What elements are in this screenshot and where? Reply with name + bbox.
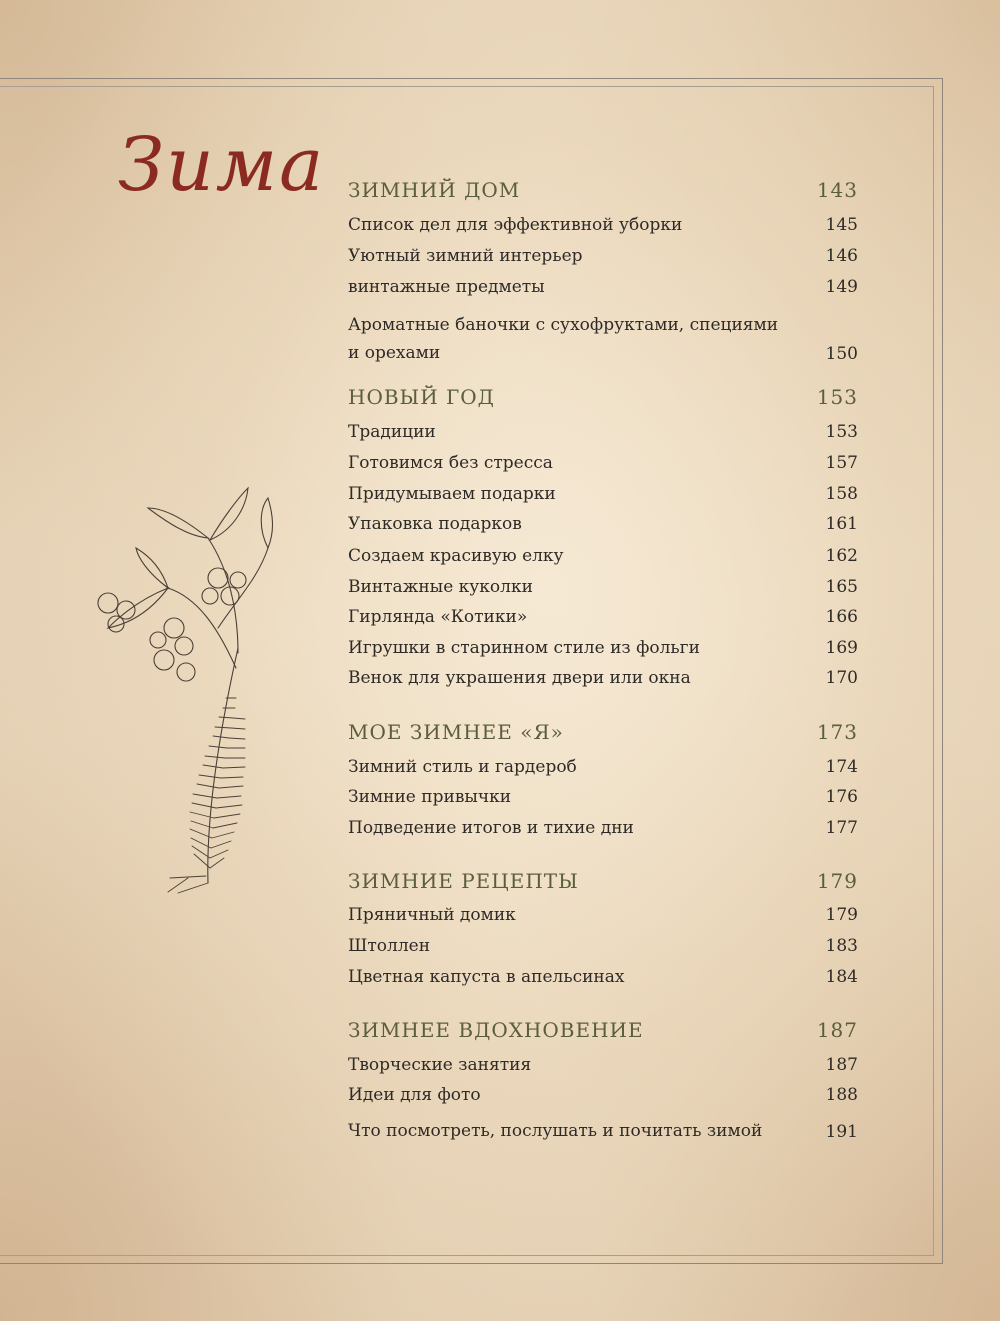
- toc-entry-page-number: 191: [825, 1122, 858, 1142]
- toc-entry-page-number: 145: [825, 215, 858, 235]
- toc-entry[interactable]: [348, 1117, 858, 1145]
- toc-entry-title: Винтажные куколки: [348, 577, 533, 597]
- toc-entry[interactable]: [348, 636, 858, 661]
- toc-entry-page-number: 169: [825, 638, 858, 658]
- toc-entry[interactable]: [348, 213, 858, 238]
- toc-entry-title: Список дел для эффективной уборки: [348, 215, 683, 235]
- section-heading[interactable]: [348, 385, 858, 410]
- section-heading[interactable]: [348, 720, 858, 745]
- toc-entry-page-number: 157: [825, 453, 858, 473]
- toc-entry-title: Штоллен: [348, 936, 431, 956]
- toc-entry-title: Придумываем подарки: [348, 484, 556, 504]
- toc-entry[interactable]: [348, 512, 858, 537]
- toc-entry-title: Зимний стиль и гардероб: [348, 757, 577, 777]
- toc-entry[interactable]: [348, 666, 858, 691]
- section-title: ЗИМНИЙ ДОМ: [348, 178, 521, 202]
- toc-entry[interactable]: [348, 1083, 858, 1108]
- toc-entry-page-number: 153: [825, 422, 858, 442]
- toc-entry[interactable]: [348, 575, 858, 600]
- section-title: НОВЫЙ ГОД: [348, 385, 495, 409]
- toc-entry[interactable]: [348, 420, 858, 445]
- toc-entry-title: Идеи для фото: [348, 1085, 481, 1105]
- toc-entry-page-number: 187: [825, 1055, 858, 1075]
- toc-entry-title: Ароматные баночки с сухофруктами, специями и орехами: [348, 315, 779, 363]
- toc-entry[interactable]: [348, 1053, 858, 1078]
- toc-entry[interactable]: [348, 244, 858, 269]
- toc-entry-page-number: 165: [825, 577, 858, 597]
- toc-entry-title: Традиции: [348, 422, 436, 442]
- toc-entry-page-number: 149: [825, 277, 858, 297]
- toc-entry-title: Уютный зимний интерьер: [348, 246, 583, 266]
- section-heading[interactable]: [348, 1018, 858, 1043]
- toc-entry-title: Готовимся без стресса: [348, 453, 553, 473]
- toc-entry[interactable]: [348, 544, 858, 569]
- toc-entry[interactable]: [348, 311, 858, 367]
- toc-entry-title: Цветная капуста в апельсинах: [348, 967, 625, 987]
- toc-entry-title: Что посмотреть, послушать и почитать зимой: [348, 1121, 763, 1141]
- toc-entry-title: Пряничный домик: [348, 905, 516, 925]
- toc-entry-page-number: 150: [825, 344, 858, 364]
- toc-entry-title: Творческие занятия: [348, 1055, 532, 1075]
- section-heading[interactable]: [348, 869, 858, 894]
- toc-entry-page-number: 176: [825, 787, 858, 807]
- toc-entry-page-number: 158: [825, 484, 858, 504]
- section-heading[interactable]: [348, 178, 858, 203]
- winter-botanical-illustration: [88, 478, 278, 898]
- section-page-number: 187: [816, 1018, 858, 1042]
- toc-entry[interactable]: [348, 451, 858, 476]
- toc-entry-title: Венок для украшения двери или окна: [348, 668, 691, 688]
- toc-entry-page-number: 162: [825, 546, 858, 566]
- toc-entry-title: Зимние привычки: [348, 787, 512, 807]
- toc-entry[interactable]: [348, 482, 858, 507]
- toc-entry-page-number: 177: [825, 818, 858, 838]
- toc-entry-title: Игрушки в старинном стиле из фольги: [348, 638, 700, 658]
- toc-entry-page-number: 188: [825, 1085, 858, 1105]
- section-title: ЗИМНЕЕ ВДОХНОВЕНИЕ: [348, 1018, 644, 1042]
- section-page-number: 153: [816, 385, 858, 409]
- toc-entry-page-number: 179: [825, 905, 858, 925]
- toc-entry-page-number: 166: [825, 607, 858, 627]
- toc-entry-page-number: 161: [825, 514, 858, 534]
- toc-entry-title: Создаем красивую елку: [348, 546, 564, 566]
- section-page-number: 143: [816, 178, 858, 202]
- toc-entry-title: винтажные предметы: [348, 277, 545, 297]
- season-title: Зима: [118, 122, 326, 208]
- section-page-number: 173: [816, 720, 858, 744]
- toc-entry-page-number: 184: [825, 967, 858, 987]
- toc-entry[interactable]: [348, 934, 858, 959]
- section-page-number: 179: [816, 869, 858, 893]
- toc-entry-page-number: 174: [825, 757, 858, 777]
- toc-entry[interactable]: [348, 965, 858, 990]
- toc-entry[interactable]: [348, 785, 858, 810]
- toc-entry[interactable]: [348, 755, 858, 780]
- section-title: МОЕ ЗИМНЕЕ «Я»: [348, 720, 564, 744]
- toc-entry-page-number: 170: [825, 668, 858, 688]
- toc-entry[interactable]: [348, 275, 858, 300]
- toc-entry-title: Подведение итогов и тихие дни: [348, 818, 634, 838]
- toc-entry-page-number: 146: [825, 246, 858, 266]
- toc-entry-title: Упаковка подарков: [348, 514, 522, 534]
- toc-entry[interactable]: [348, 816, 858, 841]
- toc-entry[interactable]: [348, 605, 858, 630]
- section-title: ЗИМНИЕ РЕЦЕПТЫ: [348, 869, 579, 893]
- toc-entry-title: Гирлянда «Котики»: [348, 607, 528, 627]
- toc-entry-page-number: 183: [825, 936, 858, 956]
- toc-entry[interactable]: [348, 903, 858, 928]
